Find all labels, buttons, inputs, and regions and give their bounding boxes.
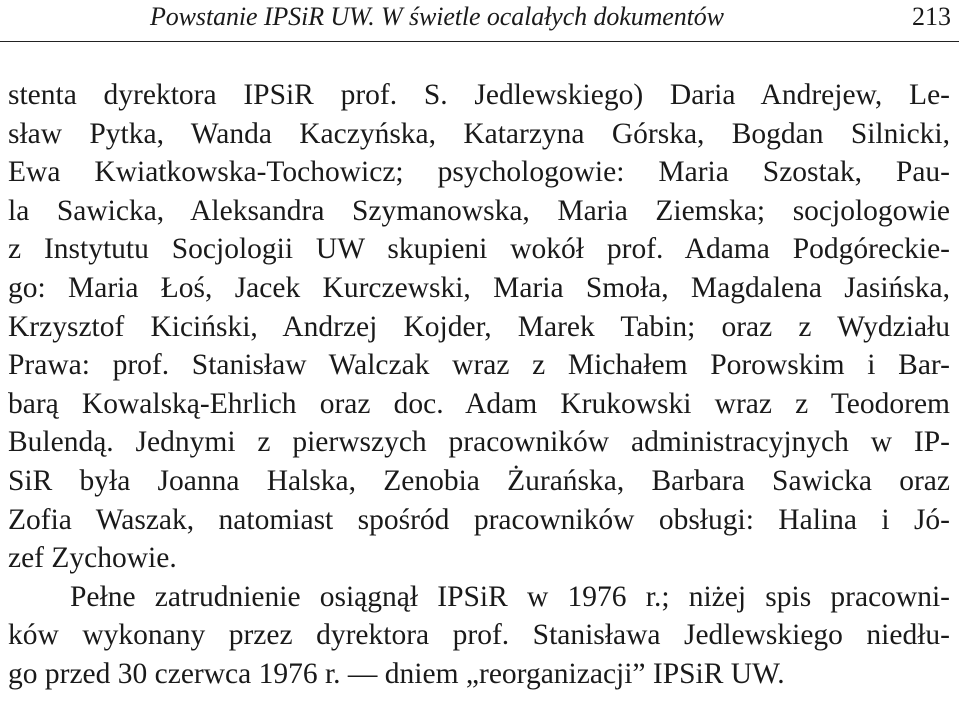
paragraph-end-line: zef Zychowie. [8, 542, 177, 575]
text-line: barą Kowalską-Ehrlich oraz doc. Adam Krukowski wraz z Teodorem [8, 387, 950, 420]
text-line: Zofia Waszak, natomiast spośród pracowników obsługi: Halina i Jó- [8, 503, 950, 536]
text-line: ków wykonany przez dyrektora prof. Stanisława Jedlewskiego niedłu- [8, 619, 950, 652]
text-line: SiR była Joanna Halska, Zenobia Żurańska, Barbara Sawicka oraz [8, 464, 950, 497]
text-line: la Sawicka, Aleksandra Szymanowska, Maria Ziemska; socjologowie [8, 194, 950, 227]
page-number: 213 [912, 2, 951, 31]
text-line: sław Pytka, Wanda Kaczyńska, Katarzyna Górska, Bogdan Silnicki, [8, 117, 950, 150]
paragraph-first-line: Pełne zatrudnienie osiągnął IPSiR w 1976 r.; niżej spis pracowni- [70, 580, 950, 613]
text-line: Krzysztof Kiciński, Andrzej Kojder, Marek Tabin; oraz z Wydziału [8, 310, 950, 343]
paragraph-end-line: go przed 30 czerwca 1976 r. — dniem „reorganizacji” IPSiR UW. [8, 657, 785, 690]
text-line: go: Maria Łoś, Jacek Kurczewski, Maria Smoła, Magdalena Jasińska, [8, 271, 950, 304]
text-line: Ewa Kwiatkowska-Tochowicz; psychologowie: Maria Szostak, Pau- [8, 156, 950, 189]
text-line: Bulendą. Jednymi z pierwszych pracowników administracyjnych w IP- [8, 426, 950, 459]
running-title: Powstanie IPSiR UW. W świetle ocalałych dokumentów [150, 2, 724, 31]
text-line: Prawa: prof. Stanisław Walczak wraz z Michałem Porowskim i Bar- [8, 349, 950, 382]
text-line: stenta dyrektora IPSiR prof. S. Jedlewskiego) Daria Andrejew, Le- [8, 79, 950, 111]
body-text [8, 76, 950, 694]
running-header [0, 0, 959, 42]
text-line: z Instytutu Socjologii UW skupieni wokół prof. Adama Podgóreckie- [8, 233, 950, 266]
